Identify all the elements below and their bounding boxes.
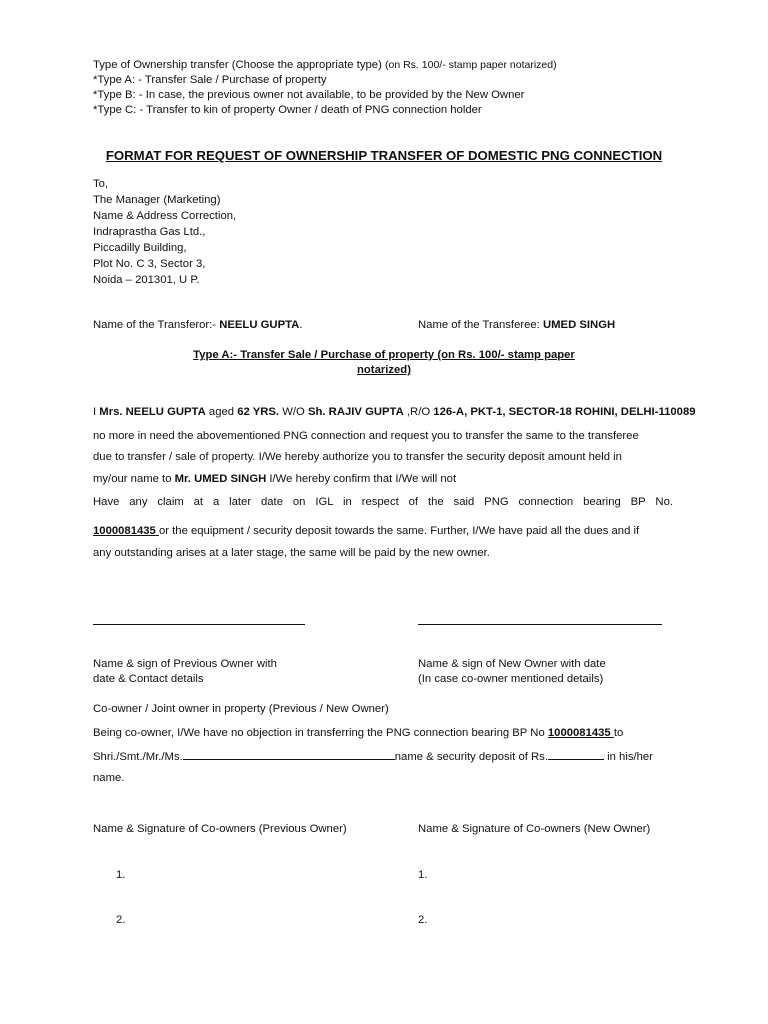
ownership-type-heading [93, 58, 557, 74]
declaration-line-4-pre: my/our name to [93, 473, 172, 485]
type-c-line: *Type C: - Transfer to kin of property Owner / death of PNG connection holder [93, 104, 482, 116]
coowner-line-2 [93, 748, 653, 766]
new-owner-signature-label [418, 657, 606, 687]
coowner-line-2-mid: name & security deposit of Rs. [394, 751, 548, 763]
new-owner-name: Mr. UMED SINGH [174, 473, 267, 485]
new-owner-label-line1: Name & sign of New Owner with date [418, 658, 606, 670]
new-owner-signature-line[interactable] [418, 624, 662, 625]
address-line: Indraprastha Gas Ltd., [93, 226, 206, 238]
address-line: Name & Address Correction, [93, 210, 237, 222]
new-owner-label-line2: (In case co-owner mentioned details) [418, 673, 604, 685]
declaration-line-5: Have any claim at a later date on IGL in respect of the said PNG connection bearing BP No. [93, 496, 673, 508]
transferee-name: UMED SINGH [542, 319, 616, 331]
transferor-name: NEELU GUPTA [219, 319, 300, 331]
previous-owner-label-line1: Name & sign of Previous Owner with [93, 658, 277, 670]
transferor-label: Name of the Transferor:- [93, 319, 217, 331]
coowner-line-2-pre: Shri./Smt./Mr./Ms. [93, 751, 183, 763]
transferor-age: 62 YRS. [237, 406, 280, 418]
bp-number: 1000081435 [93, 525, 156, 537]
ownership-type-heading-note: (on Rs. 100/- stamp paper notarized) [385, 59, 557, 71]
coowner-previous-item-1: 1. [116, 869, 126, 881]
transferee-label: Name of the Transferee: [418, 319, 540, 331]
coowner-heading: Co-owner / Joint owner in property (Previous / New Owner) [93, 703, 389, 715]
coowner-new-item-1: 1. [418, 869, 428, 881]
spouse-name: Sh. RAJIV GUPTA [307, 406, 404, 418]
declaration-line-2: no more in need the abovementioned PNG connection and request you to transfer the same to the transferee [93, 430, 639, 442]
coowner-line-3: name. [93, 772, 125, 784]
address-line: The Manager (Marketing) [93, 194, 221, 206]
coowner-new-label: Name & Signature of Co-owners (New Owner) [418, 823, 651, 835]
declaration-line-1 [93, 405, 696, 421]
declaration-line-3: due to transfer / sale of property. I/We hereby authorize you to transfer the security deposit amount held in [93, 451, 622, 463]
coowner-line-1-post: to [613, 727, 624, 739]
transferee-field [418, 318, 615, 334]
declaration-line-4 [93, 472, 456, 488]
section-a-title-line1: Type A:- Transfer Sale / Purchase of property (on Rs. 100/- stamp paper [193, 349, 575, 361]
coowner-line-2-post: in his/her [607, 751, 653, 763]
coowner-bp-number: 1000081435 [547, 727, 611, 739]
declaration-aged-label: aged [208, 406, 235, 418]
security-deposit-blank[interactable] [548, 748, 604, 760]
transferor-suffix: . [299, 319, 303, 331]
coowner-previous-label: Name & Signature of Co-owners (Previous Owner) [93, 823, 347, 835]
coowner-new-item-2: 2. [418, 914, 428, 926]
coowner-line-1 [93, 726, 623, 742]
section-a-title-line2: notarized) [357, 364, 411, 376]
type-b-line: *Type B: - In case, the previous owner not available, to be provided by the New Owner [93, 89, 525, 101]
address-line: Piccadilly Building, [93, 242, 187, 254]
previous-owner-signature-label [93, 657, 277, 687]
coowner-name-blank[interactable] [183, 748, 395, 760]
declaration-line-4-post: I/We hereby confirm that I/We will not [269, 473, 457, 485]
address-line: Noida – 201301, U P. [93, 274, 200, 286]
transferor-full-name: Mrs. NEELU GUPTA [99, 406, 206, 418]
declaration-line-7: any outstanding arises at a later stage, the same will be paid by the new owner. [93, 547, 490, 559]
declaration-line-6-post: or the equipment / security deposit towards the same. Further, I/We have paid all the dues and if [158, 525, 640, 537]
address-line: To, [93, 178, 109, 190]
declaration-wo-label: W/O [282, 406, 305, 418]
transferor-field [93, 318, 302, 334]
ownership-type-heading-main: Type of Ownership transfer (Choose the appropriate type) [93, 59, 382, 71]
coowner-previous-item-2: 2. [116, 914, 126, 926]
declaration-ro-label: ,R/O [406, 406, 431, 418]
previous-owner-signature-line[interactable] [93, 624, 305, 625]
transferor-address: 126-A, PKT-1, SECTOR-18 ROHINI, DELHI-110089 [433, 406, 696, 418]
address-line: Plot No. C 3, Sector 3, [93, 258, 206, 270]
address-block [93, 176, 236, 288]
previous-owner-label-line2: date & Contact details [93, 673, 204, 685]
type-a-line: *Type A: - Transfer Sale / Purchase of property [93, 74, 327, 86]
section-a-title [0, 348, 768, 378]
coowner-line-1-pre: Being co-owner, I/We have no objection in transferring the PNG connection bearing BP No [93, 727, 545, 739]
declaration-i: I [93, 406, 97, 418]
document-title: FORMAT FOR REQUEST OF OWNERSHIP TRANSFER OF DOMESTIC PNG CONNECTION [105, 148, 663, 163]
declaration-line-6 [93, 524, 639, 540]
